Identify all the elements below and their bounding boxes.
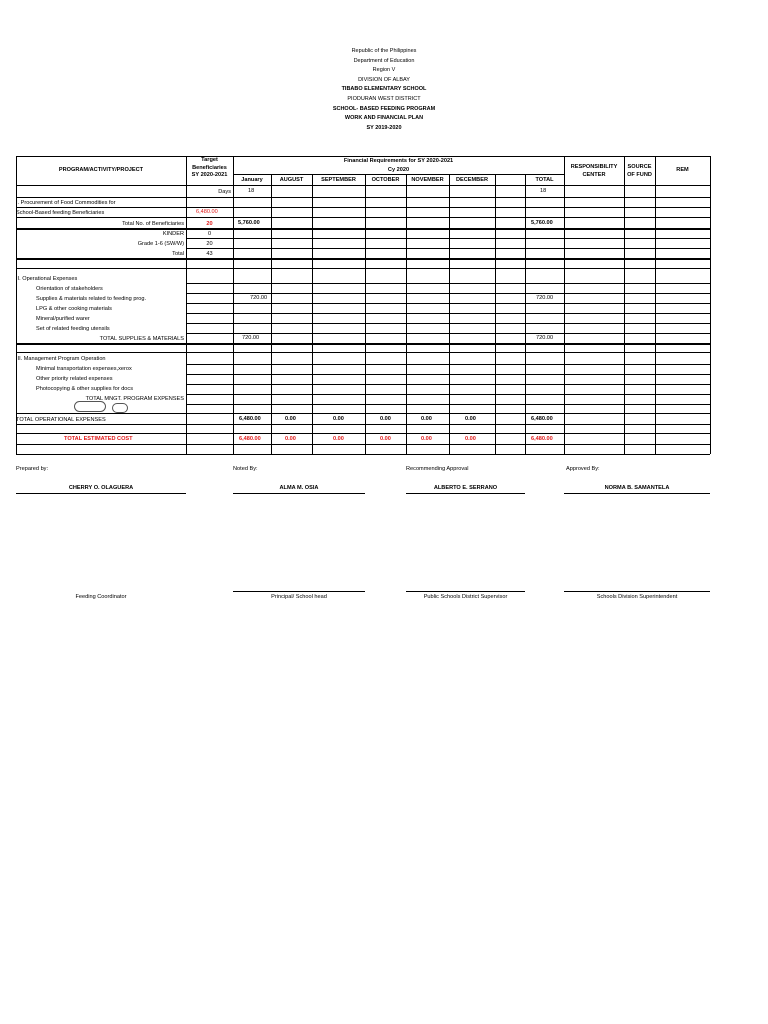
- estimated-cost-label: TOTAL ESTIMATED COST: [64, 436, 133, 442]
- col-header-responsibility: RESPONSIBILITY CENTER: [570, 164, 618, 178]
- cy-label: Cy 2020: [387, 167, 410, 173]
- recommending-title-line: [406, 591, 525, 592]
- month-header-january: January: [241, 177, 263, 183]
- col-header-target: Target Beneficiaries SY 2020-2021: [191, 157, 228, 178]
- header-district: PIODURAN WEST DISTRICT: [347, 95, 421, 102]
- grade-value: 20: [206, 241, 213, 247]
- op-total-november: 0.00: [421, 416, 432, 422]
- days-january: 18: [248, 188, 255, 194]
- stamp-mark-small: [112, 403, 128, 413]
- grade-label: Grade 1-6 (SW/W): [137, 241, 184, 247]
- sec2-item-lpg: LPG & other cooking materials: [36, 306, 112, 312]
- est-cost-october: 0.00: [380, 436, 391, 442]
- month-header-november: NOVEMBER: [411, 177, 444, 183]
- approved-title-line: [564, 591, 710, 592]
- month-header-august: AUGUST: [279, 177, 304, 183]
- approved-by-label: Approved By:: [566, 466, 600, 472]
- beneficiaries-label: Total No. of Beneficiaries: [122, 221, 184, 227]
- sec3-item-photocopy: Photocopying & other supplies for docs: [36, 386, 134, 392]
- approved-name: NORMA B. SAMANTELA: [604, 485, 670, 491]
- header-line-deped: Department of Education: [353, 57, 415, 64]
- col-header-source: SOURCE OF FUND: [627, 164, 652, 178]
- section-1-amount: 6,480.00: [196, 209, 218, 215]
- beneficiaries-value: 20: [206, 221, 213, 227]
- est-cost-december: 0.00: [465, 436, 476, 442]
- op-total-august: 0.00: [285, 416, 296, 422]
- sec2-total-january: 720.00: [242, 335, 260, 341]
- document-header: [0, 47, 768, 133]
- noted-signature-line: [233, 493, 365, 494]
- days-label: Days: [218, 189, 231, 195]
- est-cost-november: 0.00: [421, 436, 432, 442]
- noted-by-label: Noted By:: [233, 466, 258, 472]
- op-total-december: 0.00: [465, 416, 476, 422]
- financial-req-title: Financial Requirements for SY 2020-2021: [343, 158, 454, 164]
- kinder-value: 0: [207, 231, 212, 237]
- recommending-label: Recommending Approval: [406, 466, 469, 472]
- beneficiaries-january: 5,760.00: [238, 220, 260, 226]
- est-cost-january: 6,480.00: [239, 436, 261, 442]
- sec2-item-water: Mineral/purified warer: [36, 316, 90, 322]
- header-plan: WORK AND FINANCIAL PLAN: [344, 115, 424, 122]
- est-cost-september: 0.00: [333, 436, 344, 442]
- recommending-signature-line: [406, 493, 525, 494]
- stamp-mark: [74, 401, 106, 412]
- est-cost-total: 6,480.00: [531, 436, 553, 442]
- header-school: TIBABO ELEMENTARY SCHOOL: [341, 86, 427, 93]
- sec3-item-other: Other priority related expenses: [36, 376, 113, 382]
- recommending-title: Public Schools District Supervisor: [423, 594, 508, 600]
- noted-name: ALMA M. OSIA: [279, 485, 319, 491]
- col-header-total: TOTAL: [535, 177, 554, 183]
- section-2-title: II. Operational Expenses: [16, 276, 78, 282]
- prepared-signature-line: [16, 493, 186, 494]
- col-header-ppa: PROGRAM/ACTIVITY/PROJECT: [58, 167, 144, 173]
- header-line-republic: Republic of the Philippines: [351, 48, 417, 54]
- sec2-item-supplies: Supplies & materials related to feeding prog.: [36, 296, 147, 302]
- section-1-subtitle: School-Based feeding Beneficiaries: [16, 210, 105, 216]
- supplies-january: 720.00: [250, 295, 268, 301]
- month-header-september: SEPTEMBER: [321, 177, 356, 183]
- op-total-total: 6,480.00: [531, 416, 553, 422]
- sec3-item-transport: Minimal transportation expenses,xerox: [36, 366, 132, 372]
- approved-signature-line: [564, 493, 710, 494]
- total-label: Total: [172, 251, 184, 257]
- total-value: 43: [206, 251, 213, 257]
- recommending-name: ALBERTO E. SERRANO: [433, 485, 498, 491]
- section-3-title: III. Management Program Operation: [16, 356, 106, 362]
- sec2-item-orientation: Orientation of stakeholders: [36, 286, 103, 292]
- col-header-rem: REM: [676, 167, 689, 173]
- header-line-division: DIVISION OF ALBAY: [358, 76, 410, 83]
- kinder-label: KINDER: [162, 231, 184, 237]
- noted-title-line: [233, 591, 365, 592]
- op-total-october: 0.00: [380, 416, 391, 422]
- header-program: SCHOOL- BASED FEEDING PROGRAM: [332, 105, 436, 112]
- sec2-item-utensils: Set of related feeding utensils: [36, 326, 110, 332]
- header-line-region: Region V: [372, 67, 396, 74]
- sec2-total-label: TOTAL SUPPLIES & MATERIALS: [99, 336, 184, 342]
- supplies-total: 720.00: [536, 295, 554, 301]
- beneficiaries-total: 5,760.00: [531, 220, 553, 226]
- approved-title: Schools Division Superintendent: [596, 594, 678, 600]
- month-header-october: OCTOBER: [371, 177, 400, 183]
- section-1-title: I. Procurement of Food Commodities for: [16, 200, 116, 206]
- prepared-by-label: Prepared by:: [16, 466, 49, 472]
- days-total: 18: [540, 188, 547, 194]
- noted-title: Principal/ School head: [271, 594, 327, 600]
- month-header-december: DECEMBER: [455, 177, 488, 183]
- header-sy: SY 2019-2020: [366, 124, 402, 131]
- est-cost-august: 0.00: [285, 436, 296, 442]
- operational-total-label: TOTAL OPERATIONAL EXPENSES: [16, 417, 106, 423]
- prepared-title: Feeding Coordinator: [75, 594, 127, 600]
- sec3-total-label: TOTAL MNGT. PROGRAM EXPENSES: [85, 396, 184, 402]
- prepared-name: CHERRY O. OLAGUERA: [68, 485, 134, 491]
- sec2-total-total: 720.00: [536, 335, 554, 341]
- op-total-september: 0.00: [333, 416, 344, 422]
- op-total-january: 6,480.00: [239, 416, 261, 422]
